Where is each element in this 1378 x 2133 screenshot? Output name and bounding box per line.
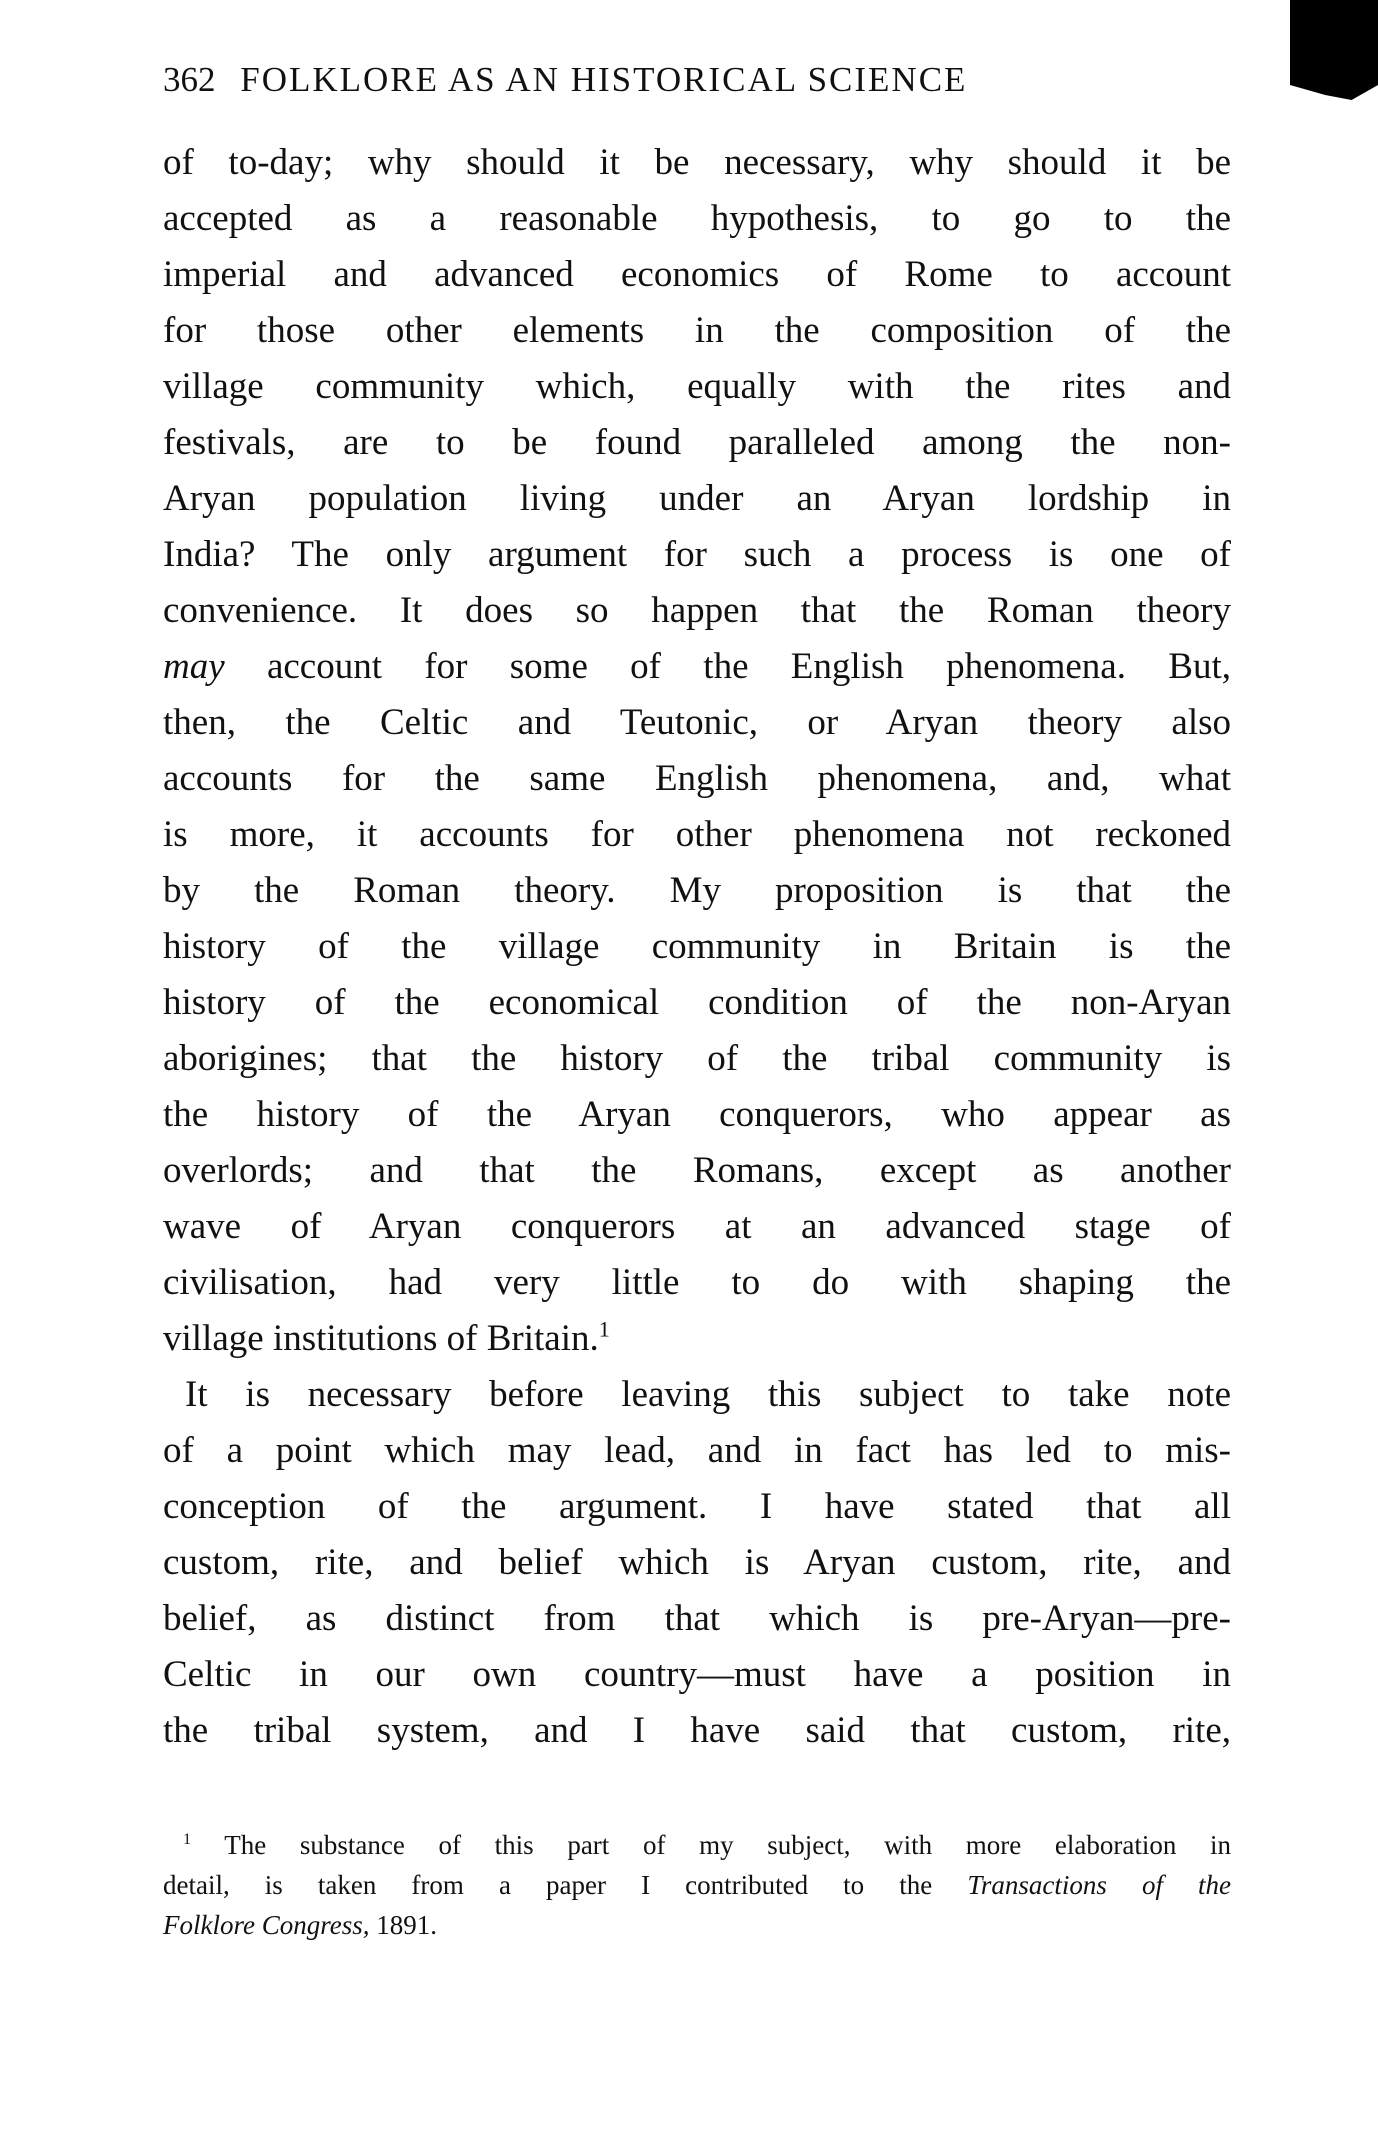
text-line: Celtic in our own country—must have a position in	[163, 1654, 1231, 1695]
footnote-italic-title: Transactions of the	[967, 1870, 1231, 1900]
text-line: history of the economical condition of the non-Aryan	[163, 982, 1231, 1023]
text-line-with-italic	[163, 639, 1231, 695]
text-line: custom, rite, and belief which is Aryan custom, rite, and	[163, 1542, 1231, 1583]
text-line: festivals, are to be found paralleled among the non-	[163, 422, 1231, 463]
footnote-text: detail, is taken from a paper I contributed to the	[163, 1870, 933, 1900]
footnote-text: The substance of this part of my subject, with more elaboration in	[224, 1830, 1231, 1860]
page-number: 362	[163, 60, 216, 99]
text-line: for those other elements in the composition of the	[163, 310, 1231, 351]
body-text	[163, 135, 1231, 1759]
footnote-marker: 1	[183, 1830, 192, 1848]
running-header	[163, 60, 1173, 100]
footnote-line	[163, 1825, 1231, 1865]
text-line: village community which, equally with the rites and	[163, 366, 1231, 407]
text-line-rest: account for some of the English phenomena. But,	[224, 646, 1231, 687]
text-line: accounts for the same English phenomena, and, what	[163, 758, 1231, 799]
text-line: overlords; and that the Romans, except as another	[163, 1150, 1231, 1191]
footnote-italic-title: Folklore Congress,	[163, 1910, 370, 1940]
text-line: wave of Aryan conquerors at an advanced stage of	[163, 1206, 1231, 1247]
footnote	[163, 1825, 1231, 1945]
footnote-line	[163, 1865, 1231, 1905]
text-line: Aryan population living under an Aryan lordship in	[163, 478, 1231, 519]
footnote-line	[163, 1905, 1231, 1945]
text-line: of to-day; why should it be necessary, why should it be	[163, 142, 1231, 183]
footnote-reference[interactable]: 1	[598, 1316, 610, 1342]
text-line: is more, it accounts for other phenomena not reckoned	[163, 814, 1231, 855]
paragraph-end-line	[163, 1311, 1231, 1367]
text-line: of a point which may lead, and in fact has led to mis-	[163, 1430, 1231, 1471]
text-line: It is necessary before leaving this subject to take note	[185, 1374, 1231, 1415]
text-line: village institutions of Britain.	[163, 1318, 599, 1359]
text-line: India? The only argument for such a process is one of	[163, 534, 1231, 575]
text-line: convenience. It does so happen that the Roman theory	[163, 590, 1231, 631]
text-line: aborigines; that the history of the tribal community is	[163, 1038, 1231, 1079]
text-line: imperial and advanced economics of Rome to account	[163, 254, 1231, 295]
text-line: belief, as distinct from that which is pre-Aryan—pre-	[163, 1598, 1231, 1639]
text-line: civilisation, had very little to do with shaping the	[163, 1262, 1231, 1303]
text-line: history of the village community in Britain is the	[163, 926, 1231, 967]
page-corner-mark	[1290, 0, 1378, 100]
text-line: then, the Celtic and Teutonic, or Aryan theory also	[163, 702, 1231, 743]
footnote-year: 1891.	[376, 1910, 437, 1940]
text-line: the history of the Aryan conquerors, who appear as	[163, 1094, 1231, 1135]
text-line: by the Roman theory. My proposition is that the	[163, 870, 1231, 911]
running-title: FOLKLORE AS AN HISTORICAL SCIENCE	[240, 60, 968, 99]
text-line: conception of the argument. I have stated that all	[163, 1486, 1231, 1527]
italic-word: may	[163, 646, 225, 687]
text-line: the tribal system, and I have said that custom, rite,	[163, 1710, 1231, 1751]
text-line: accepted as a reasonable hypothesis, to go to the	[163, 198, 1231, 239]
